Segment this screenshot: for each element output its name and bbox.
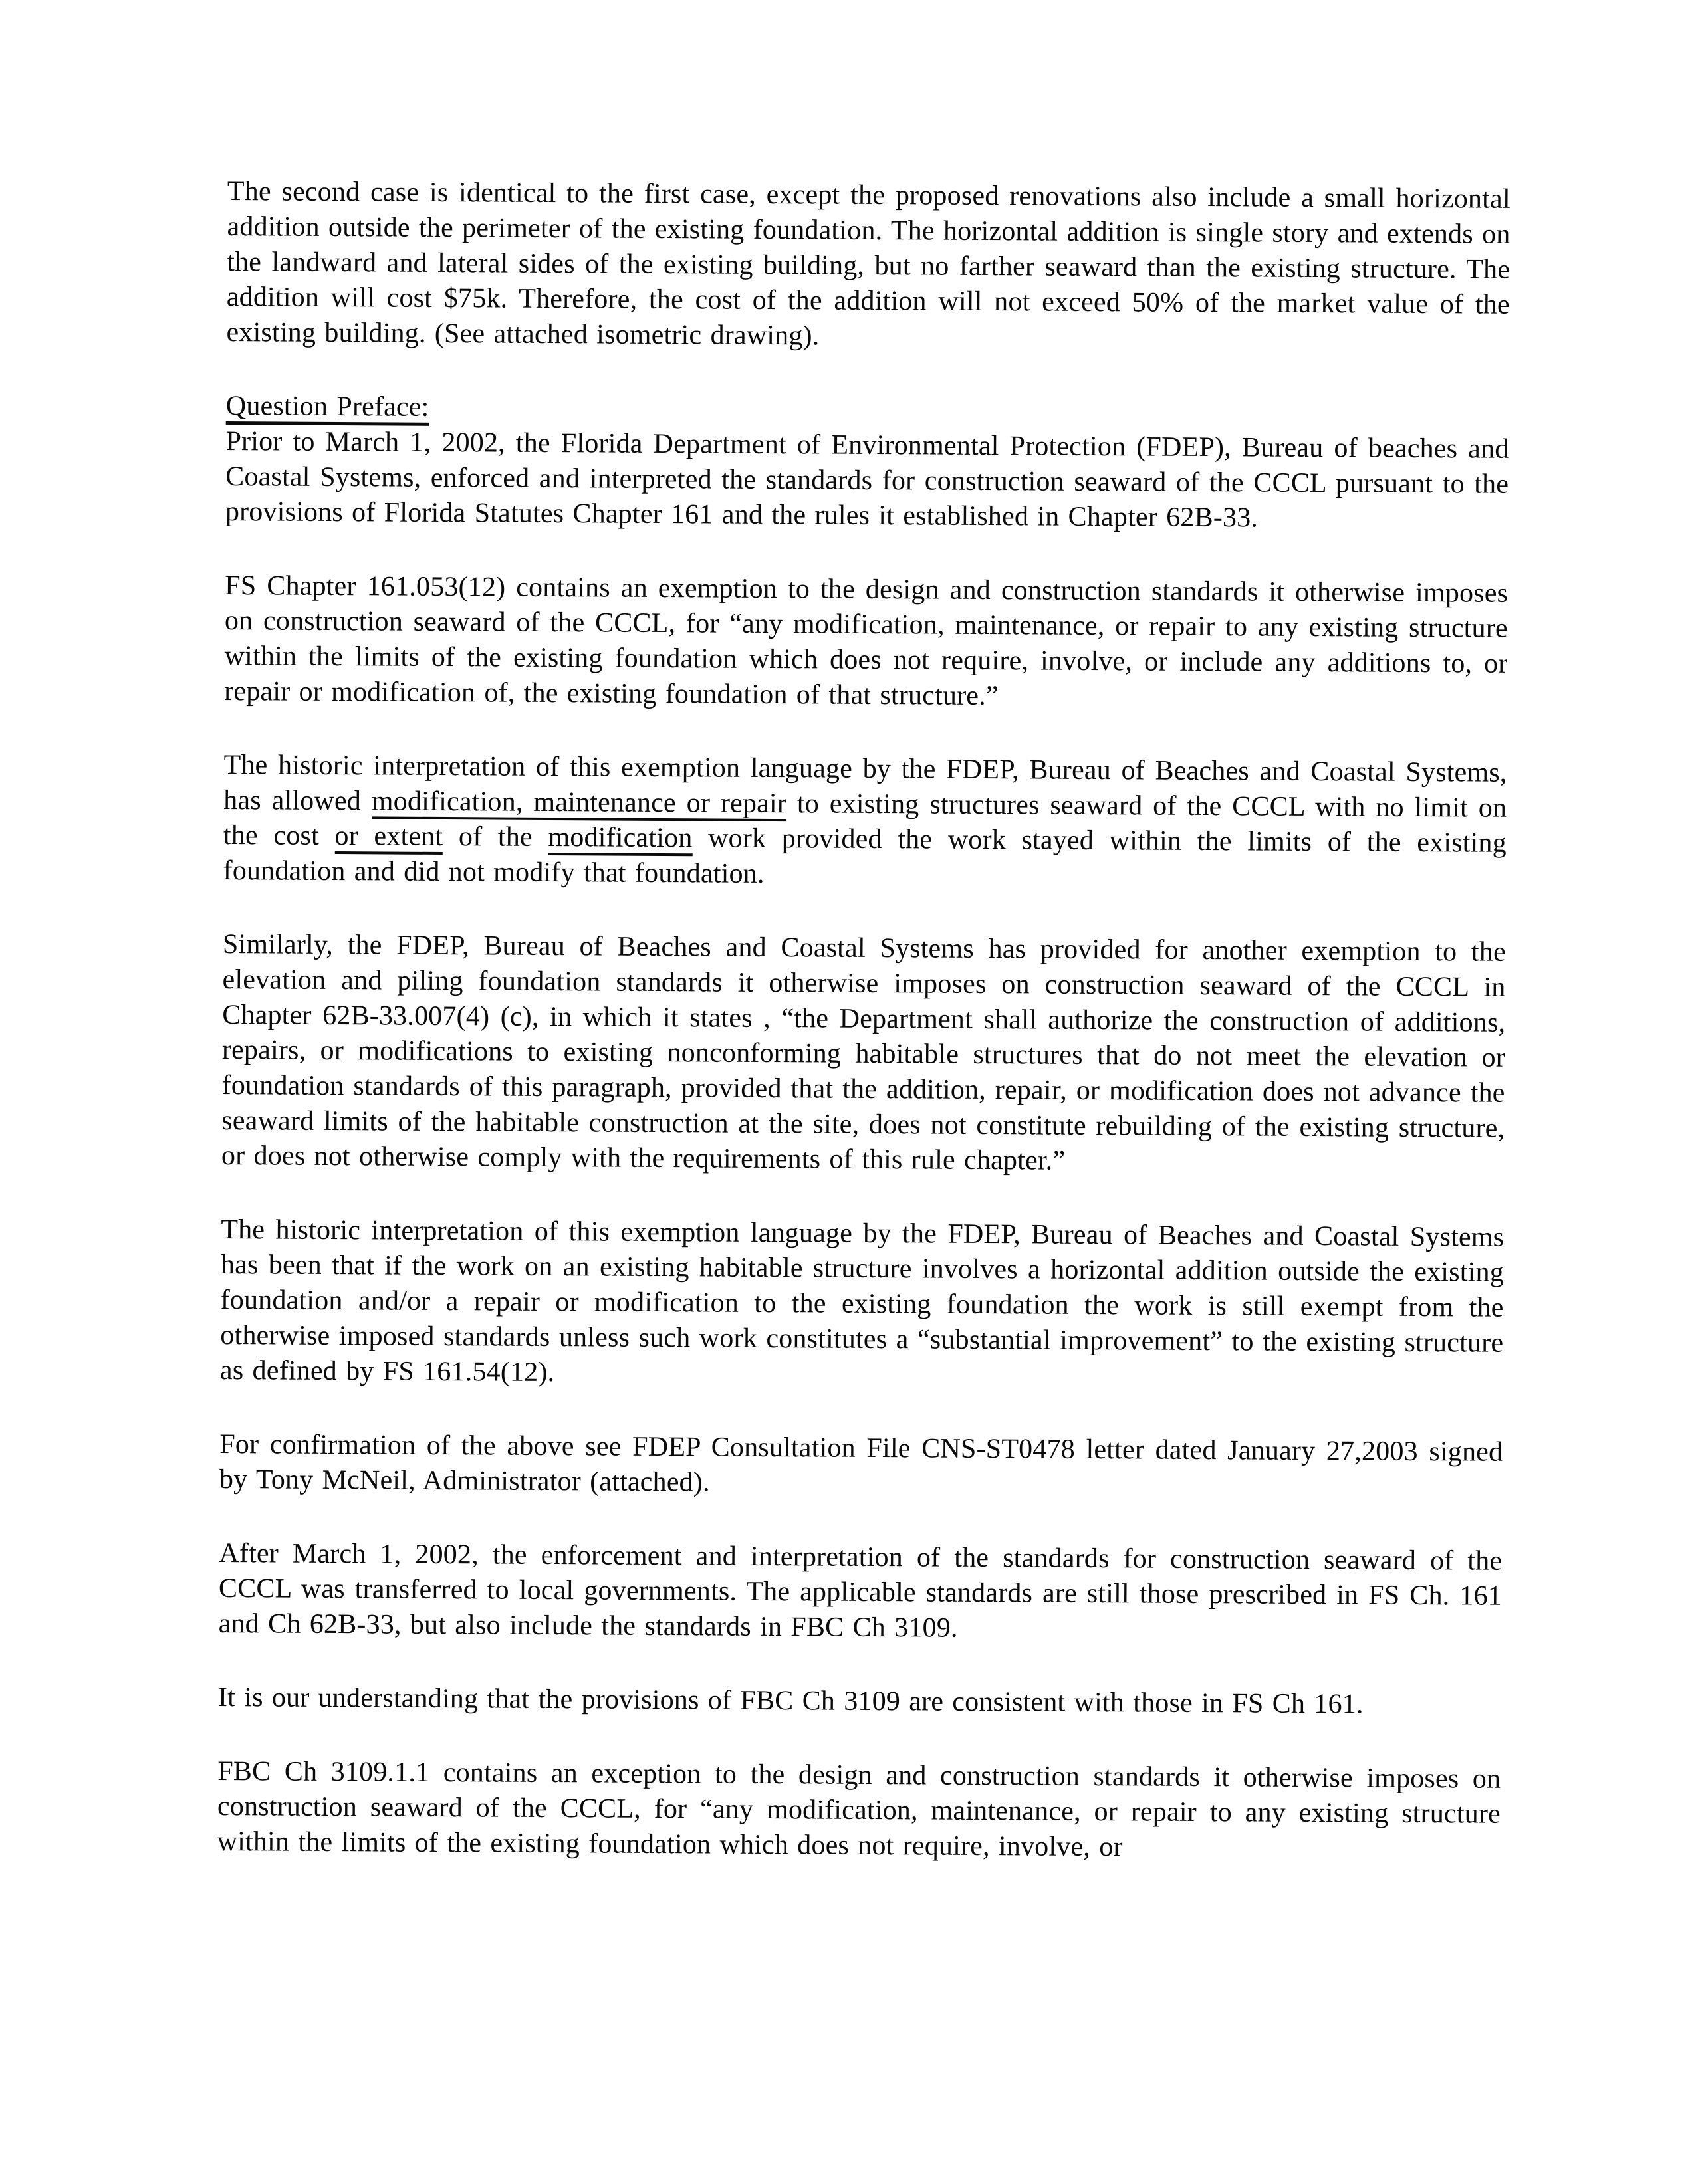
para-historic-interpretation-1 — [223, 748, 1507, 897]
document-body — [217, 174, 1510, 1906]
text-run: of the — [443, 821, 548, 853]
text-run: FS Chapter 161.053(12) contains an exemption to the design and construction standards it otherwise imposes on construction seaward of the CCCL, for “any modification, maintenance, or repair to any existing structure within the limits of the existing foundation which does not require, involve, or include any additions to, or repair or modification of, the existing foundation of that structure.” — [224, 570, 1509, 712]
para-confirmation-letter — [219, 1427, 1503, 1505]
para-second-case — [226, 174, 1510, 358]
underlined-text-run: modification, maintenance or repair — [372, 786, 786, 821]
text-run: After March 1, 2002, the enforcement and interpretation of the standards for construction seaward of the CCCL was transferred to local governments. The applicable standards are still those prescribed in FS Ch. 161 and Ch 62B-33, but also include the standards in FBC Ch 3109. — [218, 1537, 1503, 1644]
text-run: The historic interpretation of this exemption language by the FDEP, Bureau of Beaches and Coastal Systems, has allowed — [223, 749, 1507, 817]
text-run: It is our understanding that the provisions of FBC Ch 3109 are consistent with those in FS Ch 161. — [217, 1682, 1364, 1720]
underlined-text-run: Question Preface: — [226, 391, 429, 426]
para-fs-chapter-exemption — [224, 568, 1508, 717]
underlined-text-run: or extent — [334, 821, 443, 855]
text-run: to existing structures seaward of the CCCL with no limit on the cost — [223, 788, 1507, 852]
text-run: The second case is identical to the first case, except the proposed renovations also include a small horizontal addition outside the perimeter of the existing foundation. The horizontal addition is single story and extends on the landward and lateral sides of the existing building, but no farther seaward than the existing structure. The addition will cost $75k. Therefore, the cost of the addition will not exceed 50% of the market value of the existing building. (See attached isometric drawing). — [226, 175, 1510, 352]
para-similarly-exemption — [221, 927, 1506, 1182]
text-run: The historic interpretation of this exemption language by the FDEP, Bureau of Beaches and Coastal Systems has been that if the work on an existing habitable structure involves a horizontal addition outside the existing foundation and/or a repair or modification to the existing foundation the work is still exempt from the otherwise imposed standards unless such work constitutes a “substantial improvement” to the existing structure as defined by FS 161.54(12). — [219, 1214, 1505, 1388]
text-run: For confirmation of the above see FDEP Consultation File CNS-ST0478 letter dated January 27,2003 signed by Tony McNeil, Administrator (attached). — [219, 1428, 1503, 1498]
underlined-text-run: modification — [548, 822, 692, 856]
para-prior-to-march — [225, 424, 1509, 538]
text-run: work provided the work stayed within the limits of the existing foundation and did not modify that foundation. — [223, 823, 1507, 889]
text-run: Prior to March 1, 2002, the Florida Department of Environmental Protection (FDEP), Bureau of beaches and Coastal Systems, enforced and interpreted the standards for construction seaward of the CCCL pursuant to the provisions of Florida Statutes Chapter 161 and the rules it established in Chapter 62B-33. — [225, 425, 1509, 534]
para-fbc-exception — [217, 1754, 1501, 1868]
para-historic-interpretation-2 — [220, 1212, 1505, 1396]
text-run: FBC Ch 3109.1.1 contains an exception to the design and construction standards it otherwise imposes on construction seaward of the CCCL, for “any modification, maintenance, or repair to any existing structure within the limits of the existing foundation which does not require, involve, or — [217, 1755, 1501, 1863]
para-understanding — [218, 1680, 1501, 1723]
text-run: Similarly, the FDEP, Bureau of Beaches and Coastal Systems has provided for another exemption to the elevation and piling foundation standards it otherwise imposes on construction seaward of the CCCL in Chapter 62B-33.007(4) (c), in which it states , “the Department shall authorize the construction of additions, repairs, or modifications to existing nonconforming habitable structures that do not meet the elevation or foundation standards of this paragraph, provided that the addition, repair, or modification does not advance the seaward limits of the habitable construction at the site, does not constitute rebuilding of the existing structure, or does not otherwise comply with the requirements of this rule chapter.” — [221, 928, 1507, 1176]
para-after-march — [219, 1536, 1503, 1650]
